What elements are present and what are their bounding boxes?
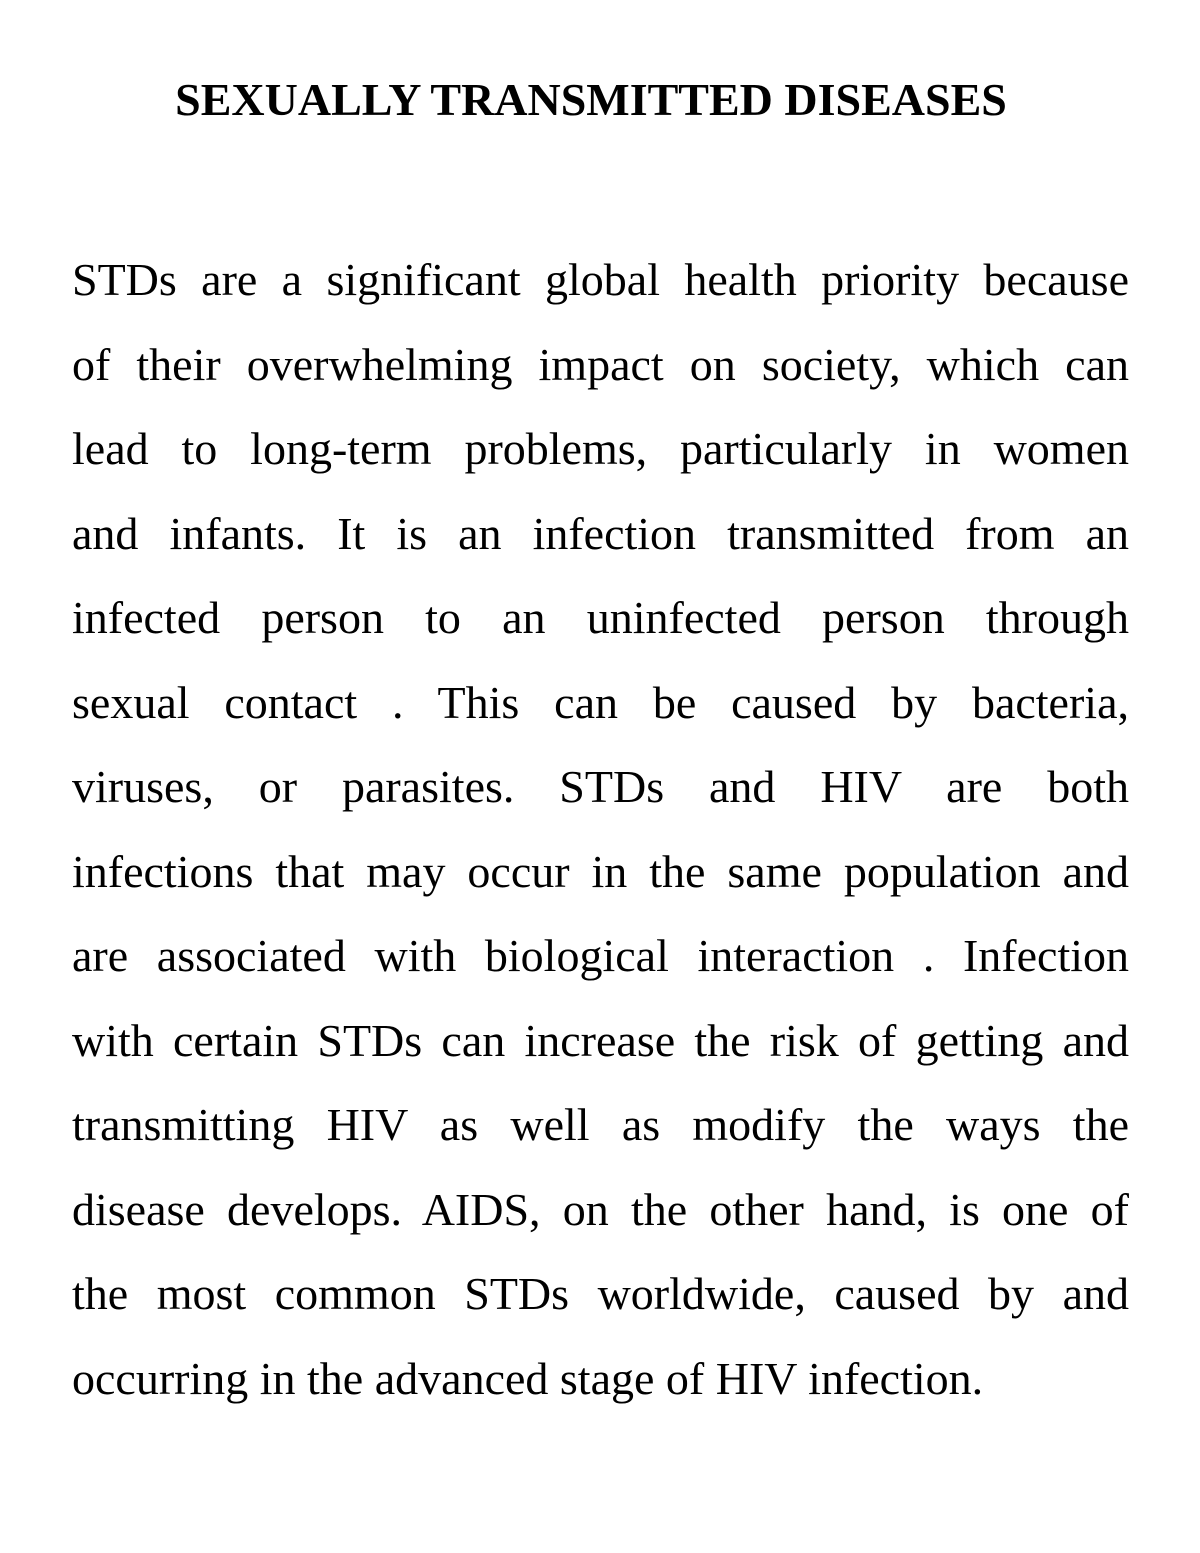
paragraph-line: lead to long-term problems, particularly in women xyxy=(72,423,1129,474)
paragraph-line: viruses, or parasites. STDs and HIV are both xyxy=(72,761,1129,812)
page-title: SEXUALLY TRANSMITTED DISEASES xyxy=(175,74,1007,125)
paragraph-line: and infants. It is an infection transmitted from an xyxy=(72,507,1129,559)
paragraph-line: infected person to an uninfected person through xyxy=(72,592,1129,643)
paragraph-line: occurring in the advanced stage of HIV infection. xyxy=(72,1352,984,1404)
paragraph-line: the most common STDs worldwide, caused by and xyxy=(72,1268,1129,1319)
paragraph-line: disease develops. AIDS, on the other hand, is one of xyxy=(72,1183,1129,1235)
paragraph-line: STDs are a significant global health priority because xyxy=(72,254,1129,305)
paragraph-line: with certain STDs can increase the risk of getting and xyxy=(72,1014,1129,1066)
paragraph-line: transmitting HIV as well as modify the ways the xyxy=(72,1099,1129,1150)
paragraph-line: infections that may occur in the same population and xyxy=(72,845,1129,897)
paragraph-line: sexual contact . This can be caused by bacteria, xyxy=(72,676,1129,728)
body-paragraph xyxy=(72,238,1129,1421)
paragraph-line: of their overwhelming impact on society, which can xyxy=(72,338,1129,390)
paragraph-line: are associated with biological interaction . Infection xyxy=(72,930,1129,981)
